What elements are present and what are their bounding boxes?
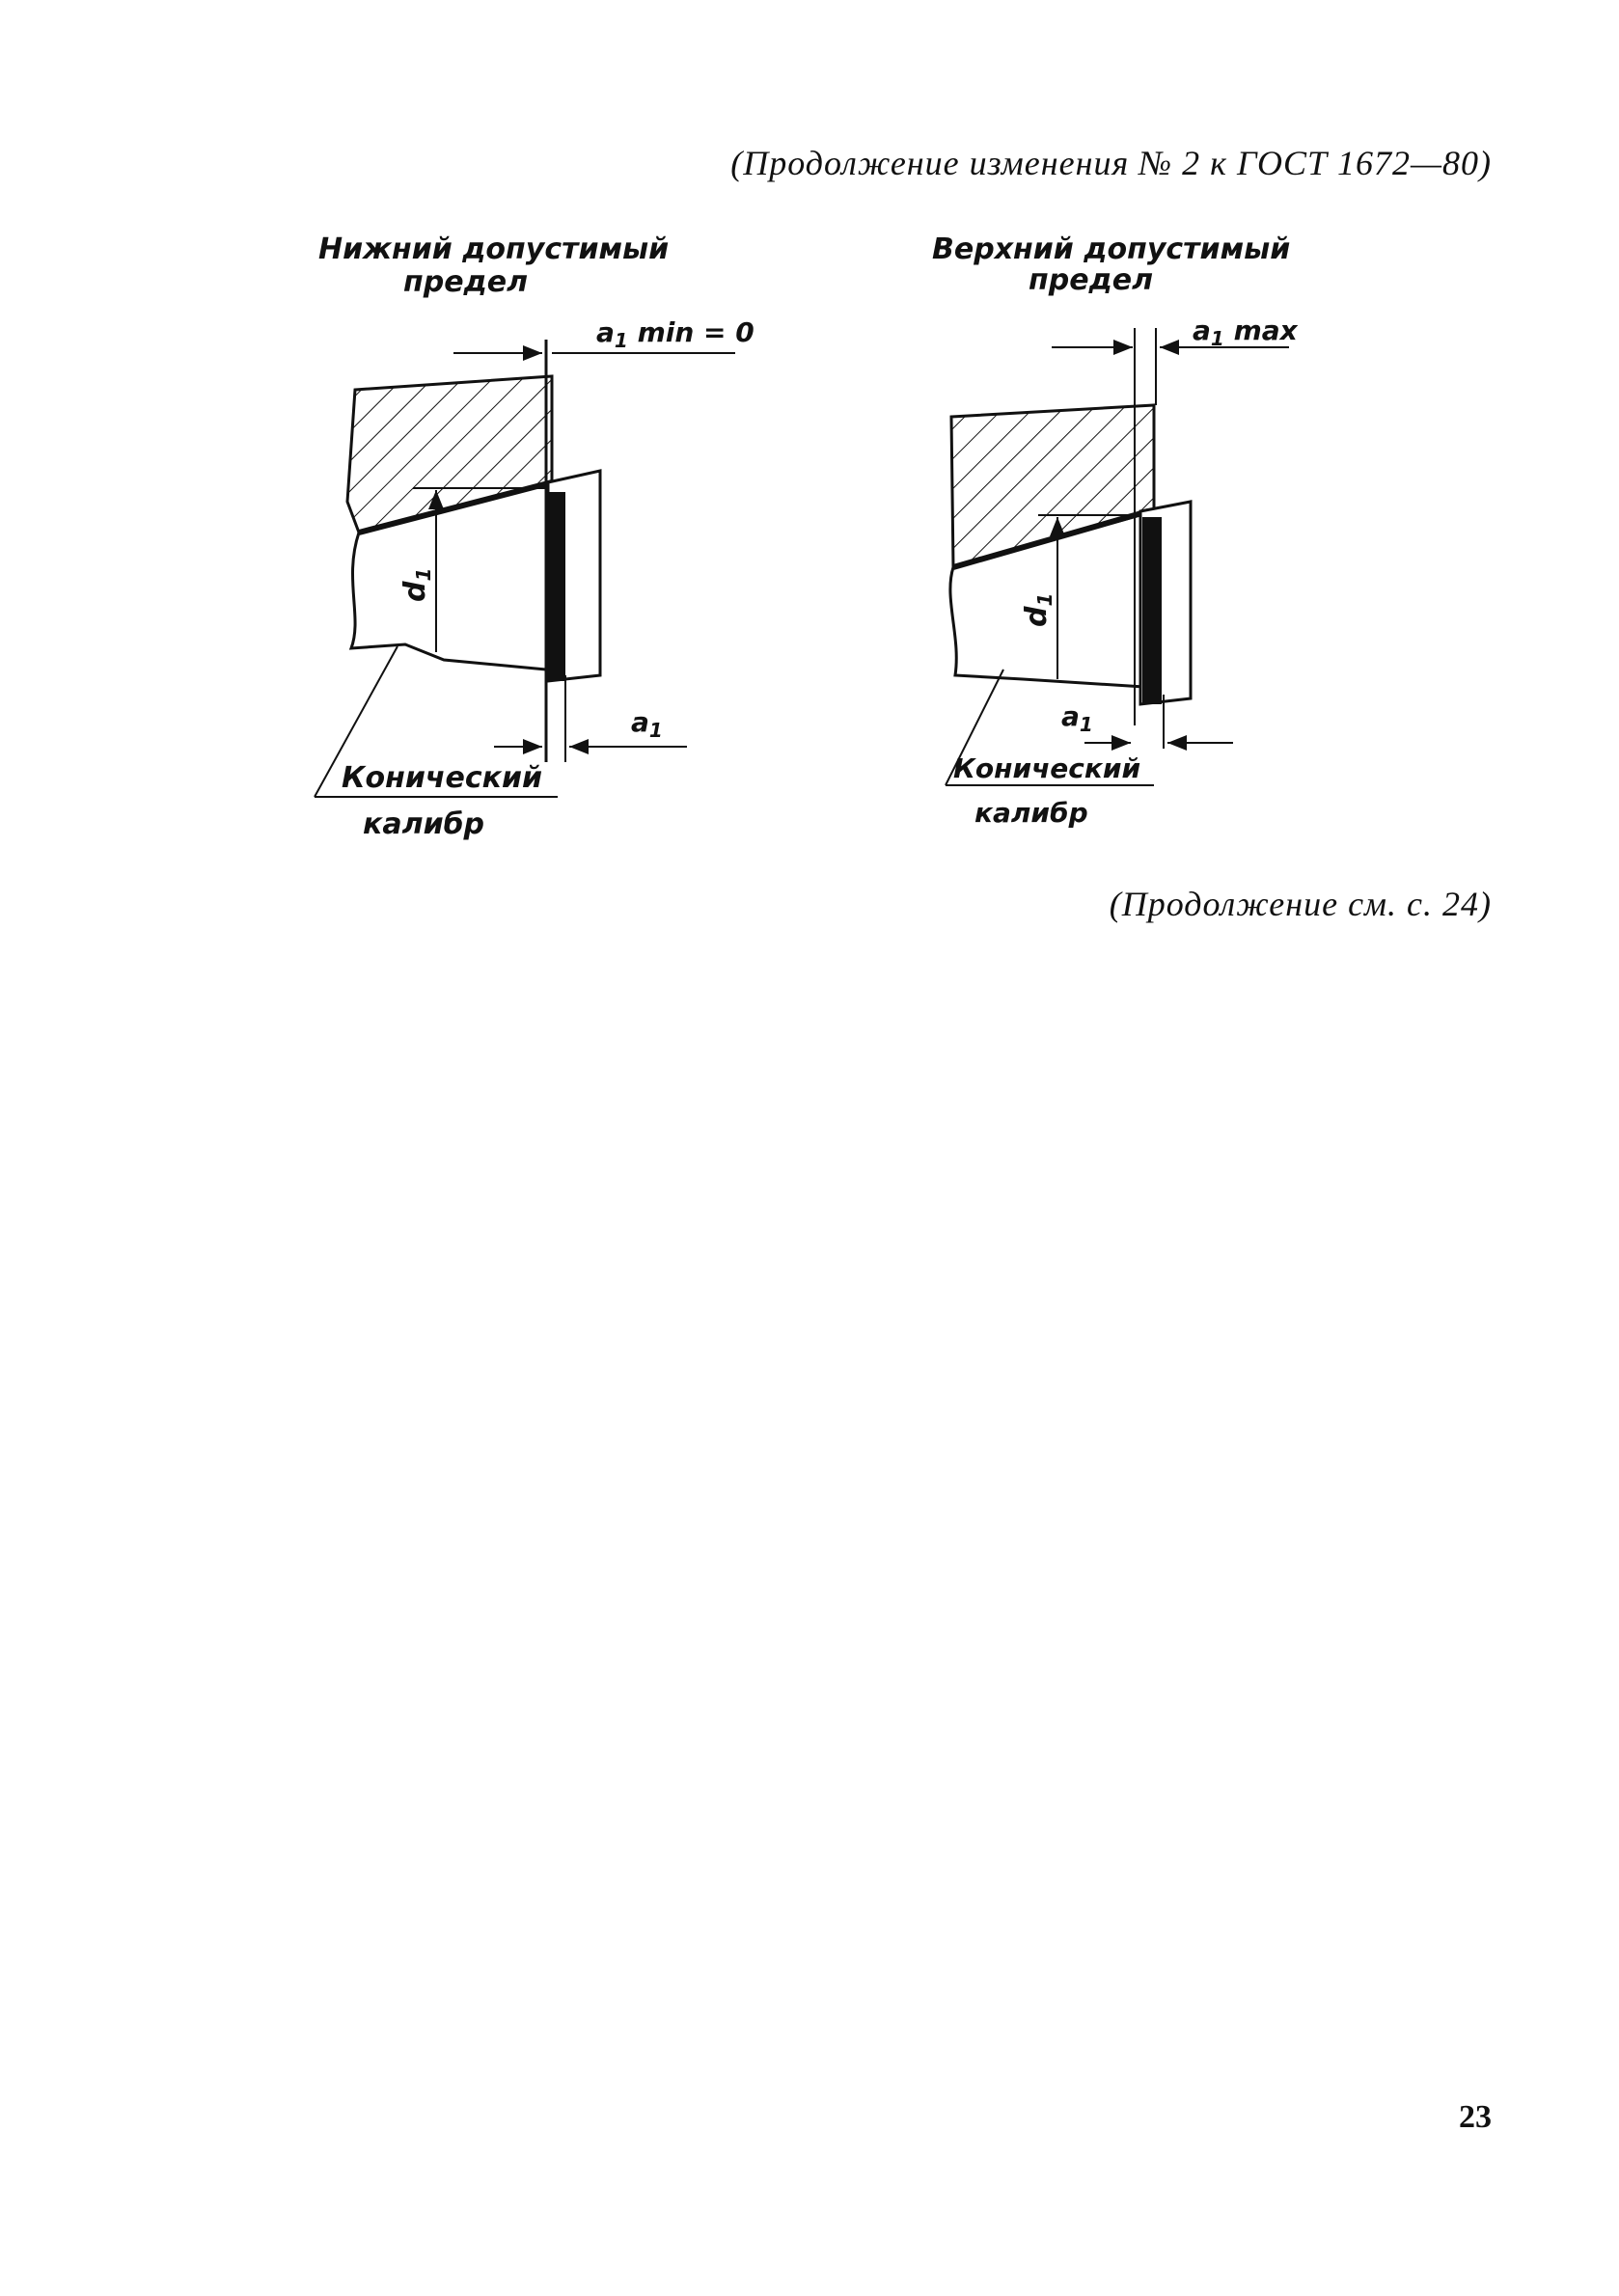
left-gap-label: $a_1$ [631, 706, 663, 742]
right-d1-label: $d_1$ [1020, 592, 1056, 627]
left-d1-label: $d_1$ [398, 567, 435, 602]
right-diagram [932, 232, 1299, 829]
left-diagram [315, 232, 755, 841]
right-gap-label: $a_1$ [1061, 700, 1093, 736]
right-caliber-label-line1: Конический [953, 752, 1141, 784]
left-title-line2: предел [403, 265, 529, 299]
left-caliber-label-line1: Конический [342, 761, 543, 795]
continuation-note: (Продолжение см. с. 24) [1109, 885, 1492, 923]
right-gauge-step [1142, 517, 1162, 704]
left-dimension-label: $a_1$ min = 0 [596, 316, 755, 352]
gauge-limits-figure [0, 0, 1619, 868]
left-caliber-label-line2: калибр [363, 807, 485, 841]
right-hatched-part [951, 405, 1154, 567]
continuation-header: (Продолжение изменения № 2 к ГОСТ 1672—80) [730, 144, 1492, 182]
page-number: 23 [1459, 2099, 1492, 2135]
right-title-line1: Верхний допустимый [932, 232, 1291, 266]
right-dimension-label: $a_1$ max [1193, 314, 1298, 350]
left-gauge-step [546, 492, 565, 681]
right-title-line2: предел [1029, 263, 1154, 297]
left-part-break-line [351, 533, 546, 670]
right-caliber-label-line2: калибр [974, 797, 1088, 829]
left-title-line1: Нижний допустимый [318, 232, 670, 266]
